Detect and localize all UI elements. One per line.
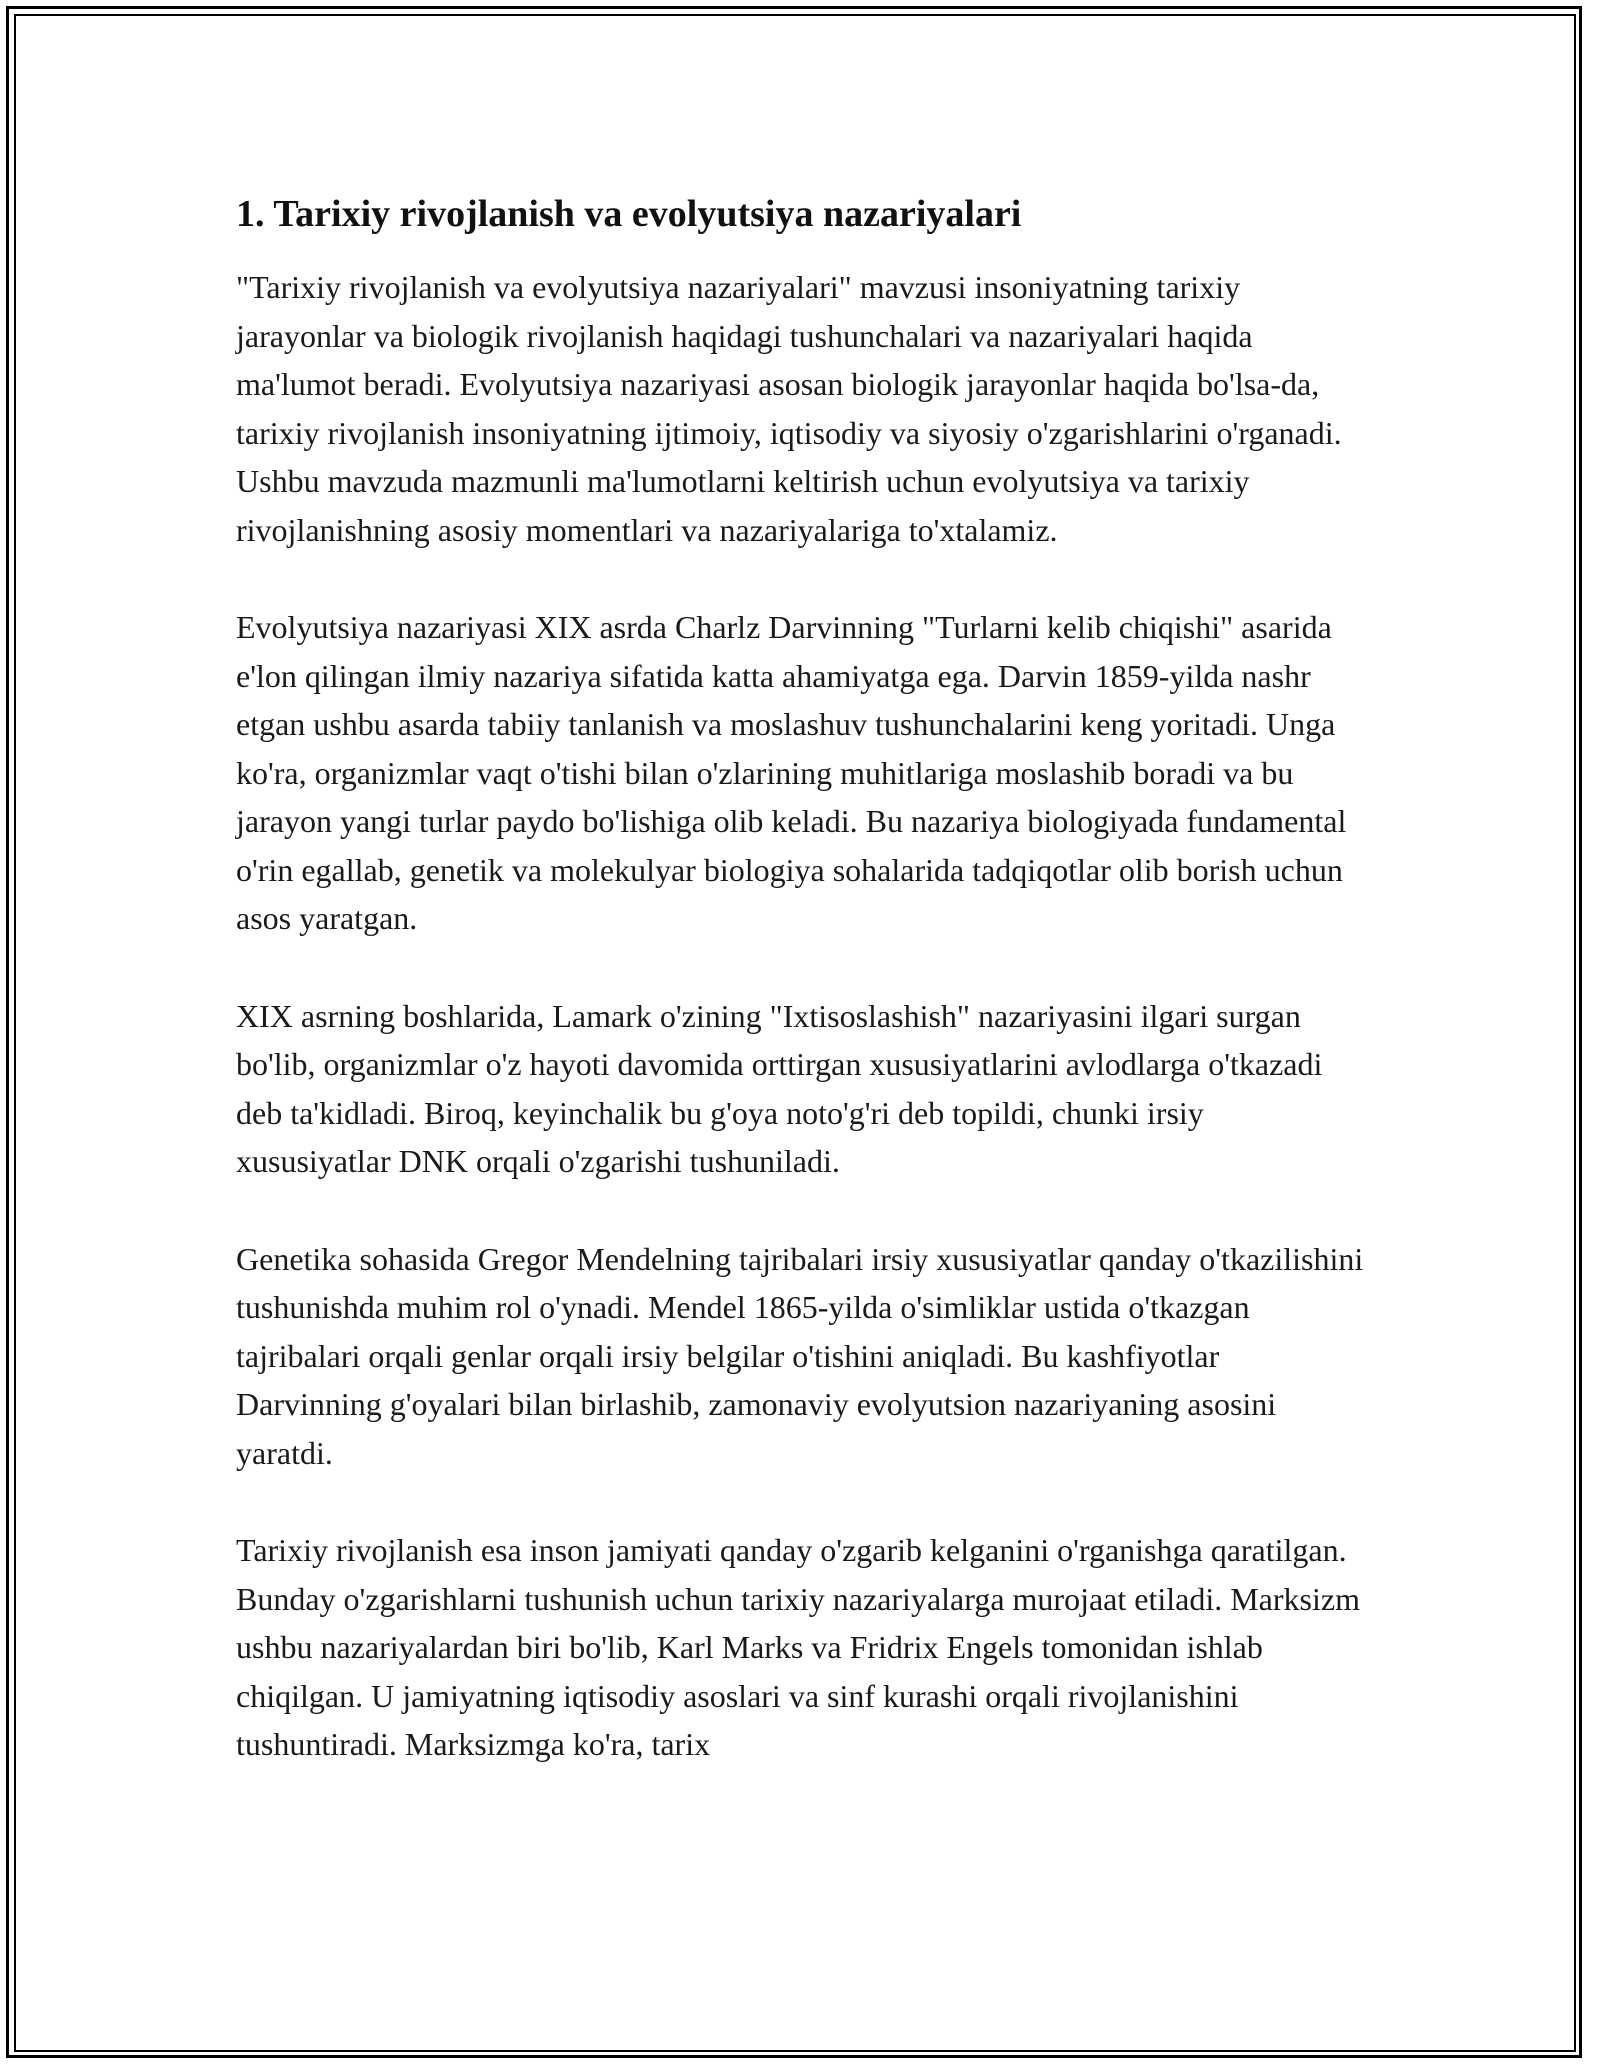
paragraph-historical-development: Tarixiy rivojlanish esa inson jamiyati qanday o'zgarib kelganini o'rganishga qaratilgan. Bunday o'zgarishlarni tushunish uchun tarixiy nazariyalarga murojaat etiladi. Marksizm ushbu nazariyalardan biri bo'lib, Karl Marks va Fridrix Engels tomonidan ishlab chiqilgan. U jamiyatning iqtisodiy asoslari va sinf kurashi orqali rivojlanishini tushuntiradi. Marksizmga ko'ra, tarix xyxy=(236,1532,1360,1762)
paragraph-intro: "Tarixiy rivojlanish va evolyutsiya nazariyalari" mavzusi insoniyatning tarixiy jarayonlar va biologik rivojlanish haqidagi tushunchalari va nazariyalari haqida ma'lumot beradi. Evolyutsiya nazariyasi asosan biologik jarayonlar haqida bo'lsa-da, tarixiy rivojlanish insoniyatning ijtimoiy, iqtisodiy va siyosiy o'zgarishlarini o'rganadi. Ushbu mavzuda mazmunli ma'lumotlarni keltirish uchun evolyutsiya va tarixiy rivojlanishning asosiy momentlari va nazariyalariga to'xtalamiz. xyxy=(236,269,1342,548)
document-body xyxy=(236,185,1366,1818)
paragraph-darwin: Evolyutsiya nazariyasi XIX asrda Charlz Darvinning "Turlarni kelib chiqishi" asarida e'lon qilingan ilmiy nazariya sifatida katta ahamiyatga ega. Darvin 1859-yilda nashr etgan ushbu asarda tabiiy tanlanish va moslashuv tushunchalarini keng yoritadi. Unga ko'ra, organizmlar vaqt o'tishi bilan o'zlarining muhitlariga moslashib boradi va bu jarayon yangi turlar paydo bo'lishiga olib keladi. Bu nazariya biologiyada fundamental o'rin egallab, genetik va molekulyar biologiya sohalarida tadqiqotlar olib borish uchun asos yaratgan. xyxy=(236,609,1347,936)
paragraph-mendel: Genetika sohasida Gregor Mendelning tajribalari irsiy xususiyatlar qanday o'tkazilishini tushunishda muhim rol o'ynadi. Mendel 1865-yilda o'simliklar ustida o'tkazgan tajribalari orqali genlar orqali irsiy belgilar o'tishini aniqladi. Bu kashfiyotlar Darvinning g'oyalari bilan birlashib, zamonaviy evolyutsion nazariyaning asosini yaratdi. xyxy=(236,1240,1364,1471)
paragraph-lamarck: XIX asrning boshlarida, Lamark o'zining "Ixtisoslashish" nazariyasini ilgari surgan bo'lib, organizmlar o'z hayoti davomida orttirgan xususiyatlarini avlodlarga o'tkazadi deb ta'kidladi. Biroq, keyinchalik bu g'oya noto'g'ri deb topildi, chunki irsiy xususiyatlar DNK orqali o'zgarishi tushuniladi. xyxy=(236,997,1323,1179)
section-heading: 1. Tarixiy rivojlanish va evolyutsiya nazariyalari xyxy=(236,193,1022,235)
